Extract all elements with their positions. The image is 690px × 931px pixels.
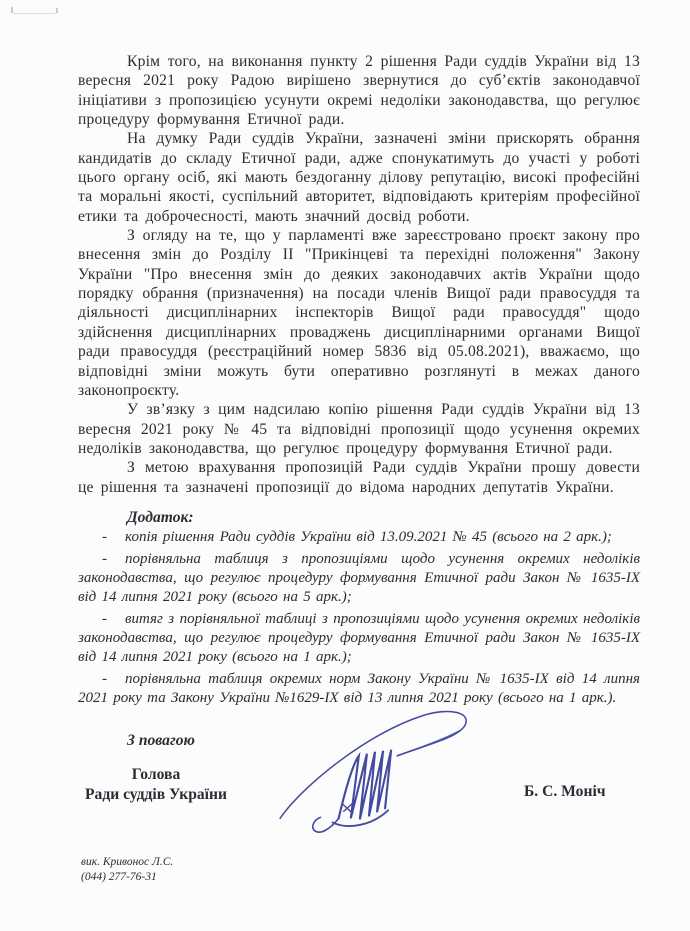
body-paragraph: На думку Ради суддів України, зазначені зміни прискорять обрання кандидатів до складу Етичної ради, адже спонукатимуть до участі у роботі цього органу осіб, які мають бездоганну ділову репутацію, високі професійні та моральні якості, суспільний авторитет, відповідають критеріям професійної етики та доброчесності, мають значний досвід роботи.: [78, 130, 640, 225]
body-paragraph: З огляду на те, що у парламенті вже зареєстровано проєкт закону про внесення змін до Розділу ІІ "Прикінцеві та перехідні положення" Закону України "Про внесення змін до деяких законодавчих актів України щодо порядку обрання (призначення) на посади членів Вищої ради правосуддя та діяльності дисциплінарних інспекторів Вищої ради правосуддя" щодо здійснення дисциплінарних проваджень дисциплінарними органами Вищої ради правосуддя (реєстраційний номер 5836 від 05.08.2021), вважаємо, що відповідні зміни можуть бути оперативно розглянуті в межах даного законопроєкту.: [78, 227, 640, 399]
signer-name: Б. С. Моніч: [524, 783, 606, 800]
signer-position-line2: Ради суддів України: [85, 785, 227, 803]
attachment-item-text: витяг з порівняльної таблиці з пропозиціями щодо усунення окремих недоліків законодавства, що регулює процедуру формування Етичної ради Закон № 1635-ІХ від 14 липня 2021 року (всього на 1 арк.);: [78, 611, 640, 666]
attachment-item: [78, 610, 640, 668]
scan-artifact: [13, 13, 55, 14]
handwritten-signature-icon: [274, 705, 476, 855]
attachment-item: [78, 528, 640, 547]
attachment-item-text: порівняльна таблиця окремих норм Закону України № 1635-ІХ від 14 липня 2021 року та Закону України №1629-ІХ від 13 липня 2021 року (всього на 1 арк.).: [78, 671, 640, 707]
closing-salutation: З повагою: [127, 732, 195, 749]
signer-position-line1: Голова: [131, 766, 181, 783]
list-dash: -: [102, 611, 107, 628]
executor-line: вик. Кривонос Л.С.: [81, 856, 174, 868]
letter-body: [78, 0, 640, 711]
body-paragraph: У зв’язку з цим надсилаю копію рішення Ради суддів України від 13 вересня 2021 року № 45 та відповідні пропозиції щодо усунення окремих недоліків законодавства, що регулює процедуру формування Етичної ради.: [78, 401, 640, 457]
attachment-item-text: копія рішення Ради суддів України від 13.09.2021 № 45 (всього на 2 арк.);: [125, 529, 612, 546]
scan-artifact: [56, 8, 58, 13]
list-dash: -: [102, 671, 107, 688]
body-paragraph: Крім того, на виконання пункту 2 рішення Ради суддів України від 13 вересня 2021 року Радою вирішено звернутися до суб’єктів законодавчої ініціативи з пропозицією усунути окремі недоліки законодавства, що регулює процедуру формування Етичної ради.: [78, 53, 640, 129]
attachment-item: [78, 670, 640, 708]
attachment-item: [78, 550, 640, 608]
attachment-item-text: порівняльна таблиця з пропозиціями щодо усунення окремих недоліків законодавства, що регулює процедуру формування Етичної ради Закон № 1635-ІХ від 14 липня 2021 року (всього на 5 арк.);: [78, 550, 640, 606]
attachments-heading: Додаток:: [127, 508, 194, 526]
signer-position: [85, 765, 227, 804]
list-dash: -: [102, 529, 107, 546]
list-dash: -: [102, 550, 107, 567]
phone-line: (044) 277-76-31: [81, 871, 157, 883]
executor-footer: [81, 855, 173, 885]
body-paragraph: З метою врахування пропозицій Ради суддів України прошу довести це рішення та зазначені пропозиції до відома народних депутатів України.: [78, 459, 640, 496]
